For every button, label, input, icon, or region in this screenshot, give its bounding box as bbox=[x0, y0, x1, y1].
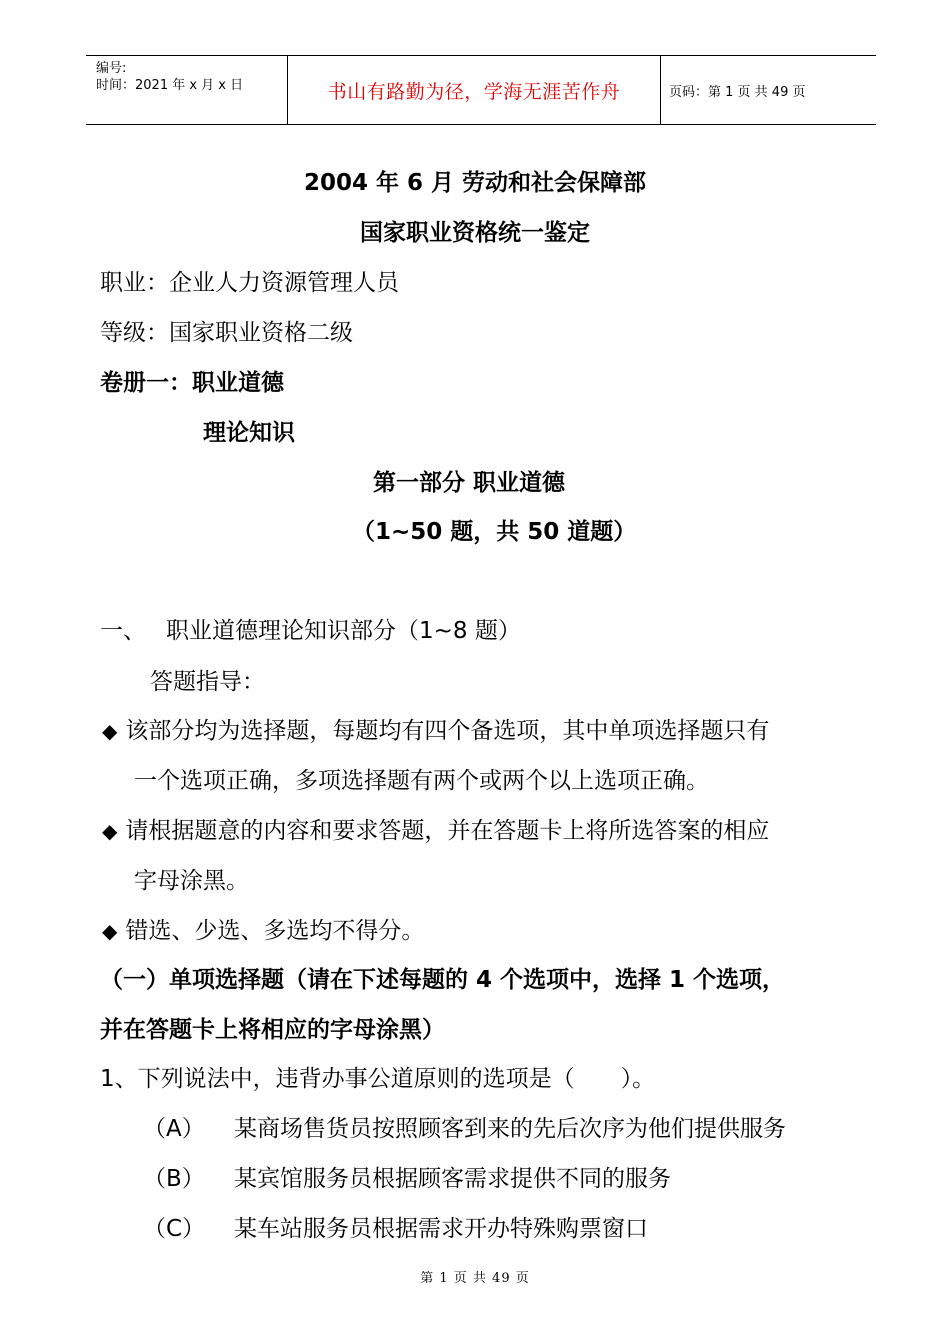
header-motto: 书山有路勤为径，学海无涯苦作舟 bbox=[327, 80, 621, 103]
level-line: 等级：国家职业资格二级 bbox=[100, 320, 353, 346]
option-c-label: （C） bbox=[143, 1216, 206, 1242]
option-c-text: 某车站服务员根据需求开办特殊购票窗口 bbox=[234, 1216, 648, 1242]
volume-line-2: 理论知识 bbox=[203, 420, 295, 446]
diamond-bullet-icon: ◆ bbox=[102, 719, 118, 743]
bullet-item-3 bbox=[102, 916, 424, 946]
bullet-text: 该部分均为选择题，每题均有四个备选项，其中单项选择题只有 bbox=[125, 718, 770, 744]
title-line-1: 2004 年 6 月 劳动和社会保障部 bbox=[303, 170, 647, 196]
bullet-text: 请根据题意的内容和要求答题，并在答题卡上将所选答案的相应 bbox=[125, 818, 770, 844]
question-1-text: 1、下列说法中，违背办事公道原则的选项是（ ）。 bbox=[100, 1066, 656, 1092]
header-page-info: 页码：第 1 页 共 49 页 bbox=[669, 84, 806, 100]
page-header bbox=[86, 55, 876, 125]
bullet-item-1 bbox=[102, 716, 769, 746]
serial-label: 编号: bbox=[96, 61, 127, 76]
option-a-label: （A） bbox=[143, 1116, 205, 1142]
title-line-2: 国家职业资格统一鉴定 bbox=[360, 220, 590, 246]
option-b-text: 某宾馆服务员根据顾客需求提供不同的服务 bbox=[234, 1166, 671, 1192]
bullet-item-2 bbox=[102, 816, 769, 846]
bullet-item-1-cont: 一个选项正确，多项选择题有两个或两个以上选项正确。 bbox=[134, 768, 709, 794]
time-label: 时间：2021 年 x 月 x 日 bbox=[96, 78, 244, 93]
bullet-item-2-cont: 字母涂黑。 bbox=[134, 868, 249, 894]
page-footer: 第 1 页 共 49 页 bbox=[420, 1271, 530, 1286]
part-title: 第一部分 职业道德 bbox=[373, 470, 566, 496]
bullet-text: 错选、少选、多选均不得分。 bbox=[125, 918, 425, 944]
part-subtitle: （1~50 题，共 50 道题） bbox=[352, 519, 637, 545]
header-divider bbox=[660, 56, 661, 124]
single-choice-heading-cont: 并在答题卡上将相应的字母涂黑） bbox=[100, 1017, 445, 1043]
single-choice-heading: （一）单项选择题（请在下述每题的 4 个选项中，选择 1 个选项， bbox=[100, 967, 786, 993]
occupation-line: 职业：企业人力资源管理人员 bbox=[100, 270, 399, 296]
header-meta bbox=[96, 60, 286, 94]
option-b-label: （B） bbox=[143, 1166, 205, 1192]
option-a-text: 某商场售货员按照顾客到来的先后次序为他们提供服务 bbox=[234, 1116, 786, 1142]
guide-title: 答题指导： bbox=[150, 669, 265, 695]
diamond-bullet-icon: ◆ bbox=[102, 919, 118, 943]
section-title: 职业道德理论知识部分（1~8 题） bbox=[166, 618, 521, 644]
volume-line: 卷册一：职业道德 bbox=[100, 370, 284, 396]
section-number: 一、 bbox=[100, 618, 146, 644]
diamond-bullet-icon: ◆ bbox=[102, 819, 118, 843]
